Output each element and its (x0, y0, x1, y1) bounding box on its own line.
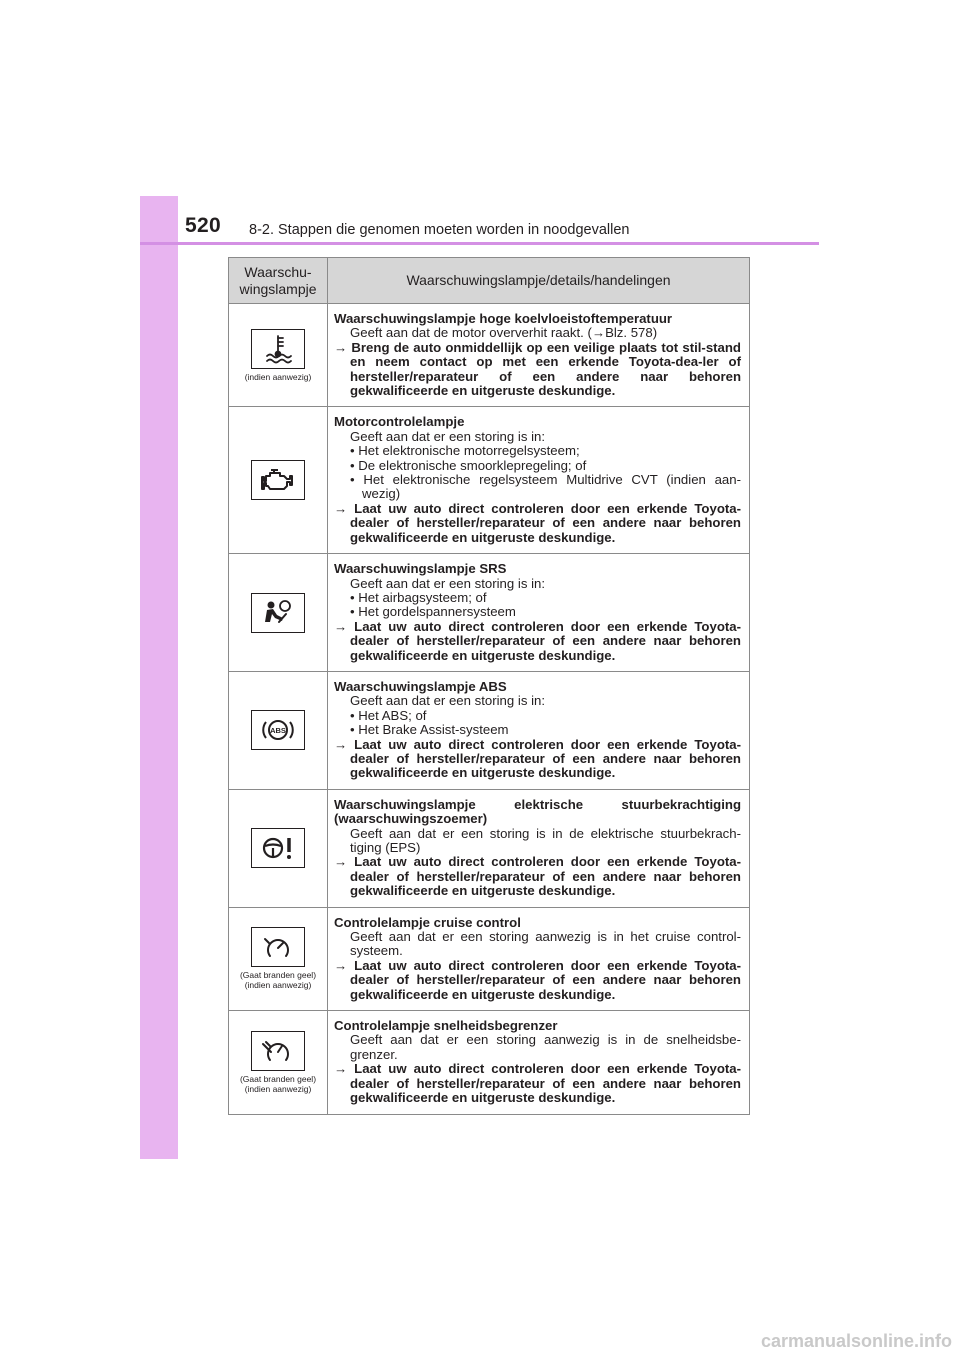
table-row (229, 407, 750, 554)
bullet-item: • Het Brake Assist-systeem (350, 722, 509, 738)
speed-limiter-icon (251, 1031, 305, 1071)
icon-note: (indien aanwezig) (244, 371, 312, 382)
warning-lights-table (228, 257, 750, 1115)
row-title: Waarschuwingslampje hoge koelvloeistoftemperatuur (334, 311, 673, 326)
row-intro: Geeft aan dat de motor oververhit raakt. (→Blz. 578) (350, 325, 658, 341)
table-row (229, 789, 750, 907)
description-cell (328, 554, 750, 672)
row-action-text: Laat uw auto direct controleren door een erkende Toyota-dealer of hersteller/reparateur of een andere naar behoren gekwalificeerde en uitgeruste deskundige. (350, 1061, 741, 1106)
description-cell (328, 907, 750, 1010)
row-intro: Geeft aan dat er een storing aanwezig is in de snelheidsbe-grenzer. (350, 1032, 741, 1062)
bullet-text: De elektronische smoorklepregeling; of (358, 457, 587, 473)
icon-note: (Gaat branden geel) (indien aanwezig) (239, 970, 317, 991)
icon-cell (229, 1011, 328, 1114)
power-steering-icon (251, 828, 305, 868)
engine-icon (251, 460, 305, 500)
row-action-text: Breng de auto onmiddellijk op een veilige plaats tot stil-stand en neem contact op met een erkende Toyota-dea-ler of hersteller/reparateur of een andere naar behoren gekwalificeerde en uitgeruste deskundige. (350, 339, 741, 399)
cruise-control-icon (251, 927, 305, 967)
description-cell (328, 671, 750, 789)
col1-header: Waarschu- wingslampje (229, 258, 328, 304)
icon-cell (229, 304, 328, 407)
description-cell (328, 304, 750, 407)
section-title: 8-2. Stappen die genomen moeten worden in noodgevallen (249, 222, 630, 238)
row-title: Motorcontrolelampje (334, 414, 465, 430)
bullet-text: Het airbagsysteem; of (358, 589, 487, 605)
icon-cell (229, 554, 328, 672)
coolant-temperature-icon (251, 329, 305, 369)
icon-note: (Gaat branden geel) (indien aanwezig) (239, 1073, 317, 1094)
row-title: Controlelampje snelheidsbegrenzer (334, 1018, 558, 1034)
bullet-item: • Het ABS; of (350, 707, 427, 723)
icon-cell (229, 907, 328, 1010)
icon-cell (229, 789, 328, 907)
row-action: → Laat uw auto direct controleren door een erkende Toyota-dealer of hersteller/reparateur of een andere naar behoren gekwalificeerde en uitgeruste deskundige. (334, 618, 741, 663)
row-intro: Geeft aan dat er een storing is in: (350, 575, 545, 591)
description-cell (328, 789, 750, 907)
page-number: 520 (185, 214, 221, 237)
row-action: → Laat uw auto direct controleren door een erkende Toyota-dealer of hersteller/reparateur of een andere naar behoren gekwalificeerde en uitgeruste deskundige. (334, 500, 741, 545)
row-title: Waarschuwingslampje elektrische stuurbekrachtiging (waarschuwingszoemer) (334, 796, 741, 827)
row-action-text: Laat uw auto direct controleren door een erkende Toyota-dealer of hersteller/reparateur of een andere naar behoren gekwalificeerde en uitgeruste deskundige. (350, 736, 741, 781)
row-intro: Geeft aan dat er een storing is in de elektrische stuurbekrach-tiging (EPS) (350, 825, 741, 855)
icon-cell (229, 407, 328, 554)
row-action-text: Laat uw auto direct controleren door een erkende Toyota-dealer of hersteller/reparateur of een andere naar behoren gekwalificeerde en uitgeruste deskundige. (350, 854, 741, 899)
row-action: → Laat uw auto direct controleren door een erkende Toyota-dealer of hersteller/reparateur of een andere naar behoren gekwalificeerde en uitgeruste deskundige. (334, 736, 741, 781)
table-row (229, 304, 750, 407)
bullet-text: Het elektronische motorregelsysteem; (358, 443, 580, 459)
icon-cell (229, 671, 328, 789)
bullet-text: Het Brake Assist-systeem (358, 722, 509, 738)
row-title: Waarschuwingslampje SRS (334, 561, 507, 577)
row-action: → Breng de auto onmiddellijk op een veilige plaats tot stil-stand en neem contact op met een erkende Toyota-dea-ler of hersteller/reparateur of een andere naar behoren gekwalificeerde en uitgeruste deskundige. (334, 339, 741, 399)
bullet-item: • Het gordelspannersysteem (350, 604, 516, 620)
row-intro: Geeft aan dat er een storing is in: (350, 693, 545, 709)
header-rule (140, 242, 819, 245)
row-intro: Geeft aan dat er een storing aanwezig is in het cruise control-systeem. (350, 929, 741, 959)
row-action: → Laat uw auto direct controleren door een erkende Toyota-dealer of hersteller/reparateur of een andere naar behoren gekwalificeerde en uitgeruste deskundige. (334, 1061, 741, 1106)
srs-airbag-icon (251, 593, 305, 633)
bullet-item: • Het airbagsysteem; of (350, 589, 487, 605)
bullet-text: Het elektronische regelsysteem Multidrive CVT (indien aan-wezig) (362, 472, 741, 502)
description-cell (328, 407, 750, 554)
bullet-text: Het ABS; of (358, 707, 427, 723)
svg-text:ABS: ABS (270, 726, 286, 736)
side-band (140, 196, 178, 1159)
row-action-text: Laat uw auto direct controleren door een erkende Toyota-dealer of hersteller/reparateur of een andere naar behoren gekwalificeerde en uitgeruste deskundige. (350, 618, 741, 663)
row-title: Controlelampje cruise control (334, 914, 521, 930)
description-cell (328, 1011, 750, 1114)
table-row (229, 671, 750, 789)
col2-header: Waarschuwingslampje/details/handelingen (328, 258, 750, 304)
watermark: carmanualsonline.info (760, 1331, 952, 1351)
bullet-item: • De elektronische smoorklepregeling; of (350, 457, 587, 473)
abs-icon (251, 710, 305, 750)
bullet-text: Het gordelspannersysteem (358, 604, 516, 620)
row-action-text: Laat uw auto direct controleren door een erkende Toyota-dealer of hersteller/reparateur of een andere naar behoren gekwalificeerde en uitgeruste deskundige. (350, 957, 741, 1002)
table-row (229, 1011, 750, 1114)
row-action: → Laat uw auto direct controleren door een erkende Toyota-dealer of hersteller/reparateur of een andere naar behoren gekwalificeerde en uitgeruste deskundige. (334, 854, 741, 899)
bullet-item: • Het elektronische regelsysteem Multidrive CVT (indien aan-wezig) (350, 472, 741, 502)
row-intro: Geeft aan dat er een storing is in: (350, 428, 545, 444)
table-row (229, 554, 750, 672)
row-title: Waarschuwingslampje ABS (334, 678, 507, 694)
bullet-item: • Het elektronische motorregelsysteem; (350, 443, 580, 459)
row-action-text: Laat uw auto direct controleren door een erkende Toyota-dealer of hersteller/reparateur of een andere naar behoren gekwalificeerde en uitgeruste deskundige. (350, 500, 741, 545)
row-action: → Laat uw auto direct controleren door een erkende Toyota-dealer of hersteller/reparateur of een andere naar behoren gekwalificeerde en uitgeruste deskundige. (334, 957, 741, 1002)
table-row (229, 907, 750, 1010)
table-header-row (229, 258, 750, 304)
